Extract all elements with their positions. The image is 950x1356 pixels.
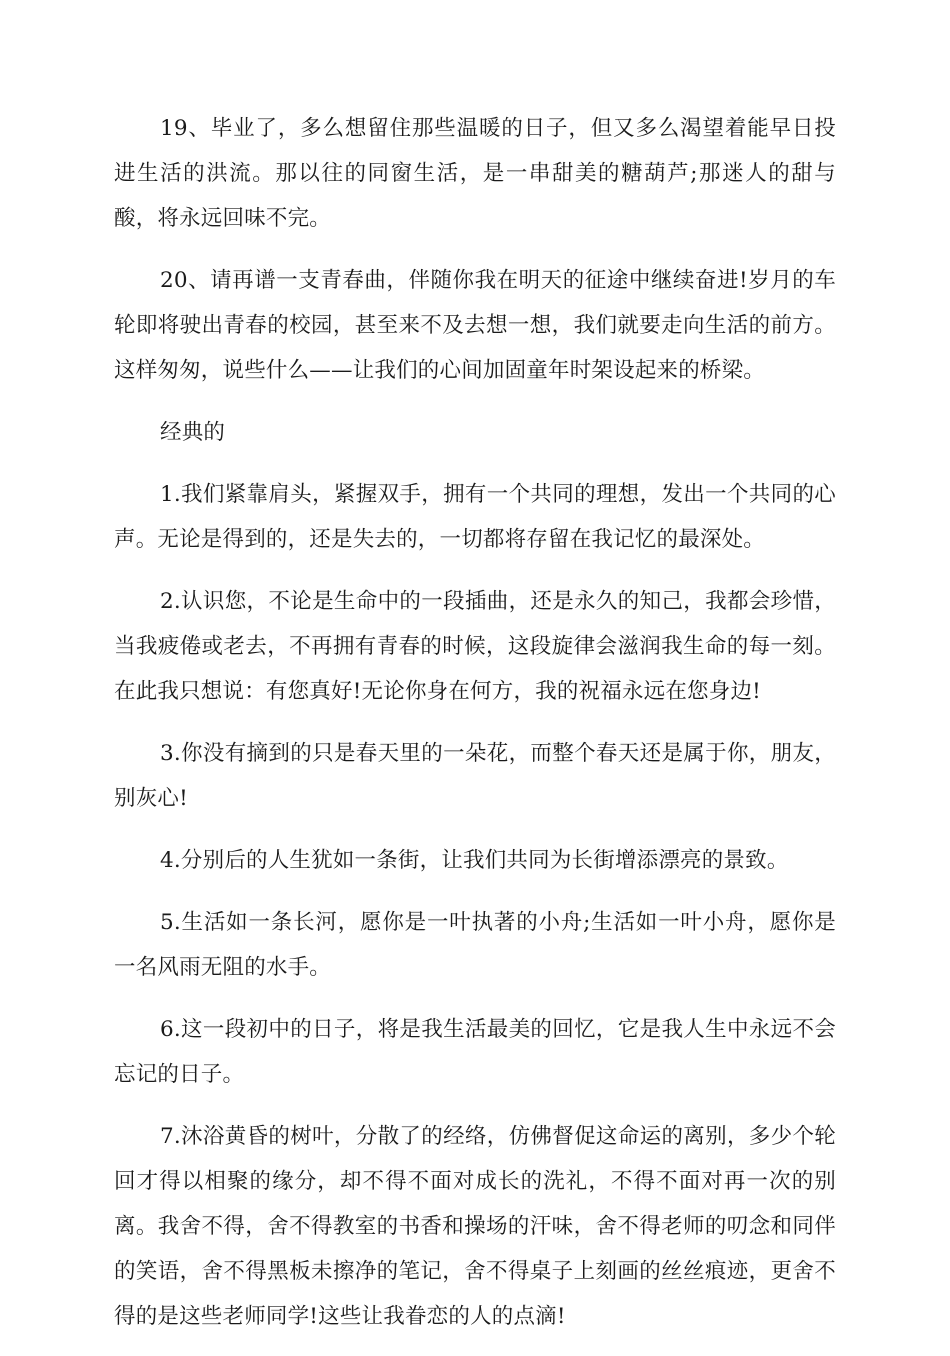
section-heading: 经典的 (160, 420, 226, 445)
paragraph-20: 20、请再谱一支青春曲，伴随你我在明天的征途中继续奋进!岁月的车轮即将驶出青春的校园，甚至来不及去想一想，我们就要走向生活的前方。这样匆匆，说些什么——让我们的心间加固童年时架设起来的桥梁。 (114, 268, 836, 383)
paragraph-1: 1.我们紧靠肩头，紧握双手，拥有一个共同的理想，发出一个共同的心声。无论是得到的，还是失去的，一切都将存留在我记忆的最深处。 (114, 482, 836, 552)
paragraph-3: 3.你没有摘到的只是春天里的一朵花，而整个春天还是属于你，朋友，别灰心! (114, 741, 836, 811)
paragraph-5: 5.生活如一条长河，愿你是一叶执著的小舟;生活如一叶小舟，愿你是一名风雨无阻的水手。 (114, 910, 836, 980)
paragraph-7: 7.沐浴黄昏的树叶，分散了的经络，仿佛督促这命运的离别，多少个轮回才得以相聚的缘分，却不得不面对成长的洗礼，不得不面对再一次的别离。我舍不得，舍不得教室的书香和操场的汗味，舍不得老师的叨念和同伴的笑语，舍不得黑板未擦净的笔记，舍不得桌子上刻画的丝丝痕迹，更舍不得的是这些老师同学!这些让我眷恋的人的点滴! (114, 1124, 836, 1329)
paragraph-6: 6.这一段初中的日子，将是我生活最美的回忆，它是我人生中永远不会忘记的日子。 (114, 1017, 836, 1087)
document-body (114, 106, 836, 1356)
paragraph-2: 2.认识您，不论是生命中的一段插曲，还是永久的知己，我都会珍惜，当我疲倦或老去，不再拥有青春的时候，这段旋律会滋润我生命的每一刻。在此我只想说：有您真好!无论你身在何方，我的祝福永远在您身边! (114, 589, 836, 704)
paragraph-4: 4.分别后的人生犹如一条街，让我们共同为长街增添漂亮的景致。 (160, 848, 789, 873)
paragraph-19: 19、毕业了，多么想留住那些温暖的日子，但又多么渴望着能早日投进生活的洪流。那以往的同窗生活，是一串甜美的糖葫芦;那迷人的甜与酸，将永远回味不完。 (114, 116, 836, 231)
